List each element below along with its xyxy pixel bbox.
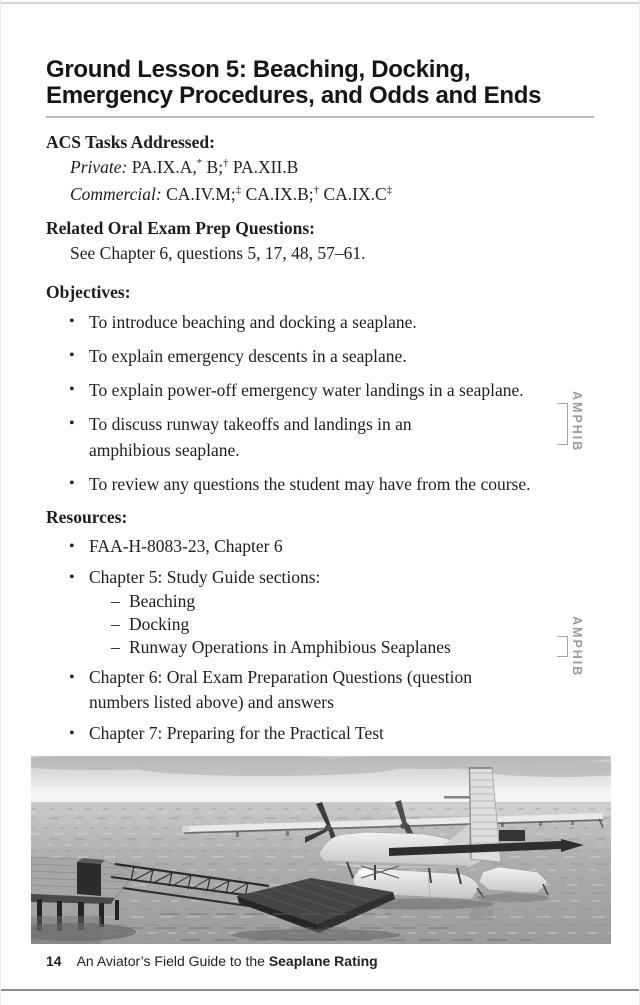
bullet-marker: • xyxy=(69,347,75,364)
private-label: Private: xyxy=(70,157,128,177)
footer-book-title-bold: Seaplane Rating xyxy=(268,953,378,969)
bullet-marker: • xyxy=(69,475,75,492)
resource-item: • Chapter 7: Preparing for the Practical Test xyxy=(46,721,594,746)
amphib-bracket xyxy=(557,403,568,445)
study-guide-sections xyxy=(89,590,594,659)
related-body: See Chapter 6, questions 5, 17, 48, 57–61. xyxy=(70,243,366,263)
page-number: 14 xyxy=(46,953,62,969)
bullet-marker: • xyxy=(69,569,75,586)
footer-book-title: An Aviator’s Field Guide to the xyxy=(76,953,269,969)
title-line-1: Ground Lesson 5: Beaching, Docking, xyxy=(46,56,471,83)
bullet-marker: • xyxy=(69,538,75,555)
page-footer xyxy=(46,953,378,969)
amphib-margin-marker xyxy=(557,391,584,452)
amphib-label: AMPHIB xyxy=(570,616,584,678)
bullet-marker: • xyxy=(69,669,75,686)
resource-item: • FAA-H-8083-23, Chapter 6 xyxy=(46,534,594,559)
bullet-marker: • xyxy=(69,415,75,432)
resource-item: • Chapter 5: Study Guide sections: – Beaching – Docking – Runway Operations in Amphibious Seaplanes xyxy=(46,565,594,659)
page-title xyxy=(46,57,594,109)
page-content xyxy=(1,0,639,746)
bullet-marker: • xyxy=(69,313,75,330)
dash-marker: – xyxy=(111,591,120,611)
amphib-label: AMPHIB xyxy=(570,391,584,453)
bullet-marker: • xyxy=(69,725,75,742)
objective-item: • To discuss runway takeoffs and landings in an amphibious seaplane. xyxy=(46,411,594,463)
resources-heading: Resources: xyxy=(46,507,128,527)
commercial-label: Commercial: xyxy=(70,184,162,204)
seaplane-photo-illustration xyxy=(31,756,611,944)
acs-heading: ACS Tasks Addressed: xyxy=(46,132,215,152)
resource-item: • Chapter 6: Oral Exam Preparation Questions (question numbers listed above) and answers xyxy=(69,667,472,712)
double-dagger-note: ‡ xyxy=(386,184,393,197)
sub-item: – Runway Operations in Amphibious Seaplanes xyxy=(111,637,451,657)
dagger-note: † xyxy=(313,184,320,197)
title-line-2: Emergency Procedures, and Odds and Ends xyxy=(46,82,542,109)
double-dagger-note: ‡ xyxy=(235,184,242,197)
seaplane-dock-photo xyxy=(31,756,611,944)
objectives-list xyxy=(46,309,594,497)
page-bottom-edge xyxy=(1,989,639,991)
objective-item: • To introduce beaching and docking a seaplane. xyxy=(46,309,594,335)
objectives-heading: Objectives: xyxy=(46,282,131,302)
acs-private-line: Private: PA.IX.A,* B;† PA.XII.B xyxy=(70,157,299,177)
title-rule xyxy=(46,116,594,118)
objective-item: • To explain power-off emergency water landings in a seaplane. xyxy=(46,377,594,403)
acs-commercial-line: Commercial: CA.IV.M;‡ CA.IX.B;† CA.IX.C‡ xyxy=(70,184,393,204)
objective-item: • To review any questions the student may have from the course. xyxy=(46,471,594,497)
amphib-bracket xyxy=(557,636,568,657)
dash-marker: – xyxy=(111,637,120,657)
asterisk-note: * xyxy=(196,157,203,170)
sub-item: – Docking xyxy=(111,614,190,634)
bullet-marker: • xyxy=(69,381,75,398)
dagger-note: † xyxy=(223,157,229,170)
related-heading: Related Oral Exam Prep Questions: xyxy=(46,218,315,238)
resources-list xyxy=(46,534,594,746)
distant-vessel xyxy=(444,796,470,799)
page-top-edge xyxy=(1,2,639,4)
sub-item: – Beaching xyxy=(111,591,196,611)
amphib-margin-marker xyxy=(557,616,584,677)
objective-item: • To explain emergency descents in a seaplane. xyxy=(46,343,594,369)
dash-marker: – xyxy=(111,614,120,634)
